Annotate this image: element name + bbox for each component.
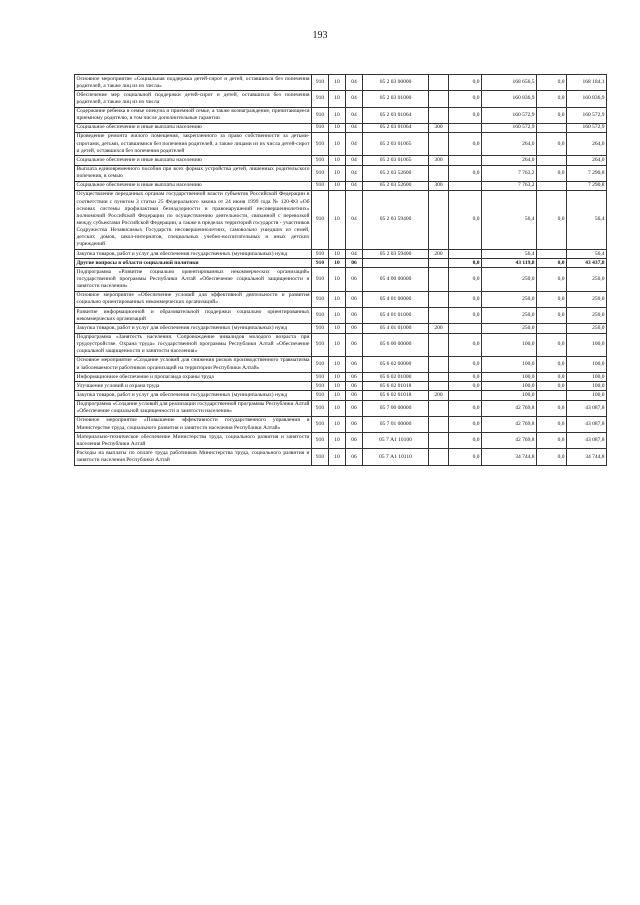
table-row: [75, 165, 607, 181]
amount-cell-2: 100,0: [482, 373, 537, 382]
expense-name-cell: Подпрограмма «Занятость населения. Сопровождение инвалидов молодого возраста при трудоустройстве. Охрана труда» государственной программы Республики Алтай «Обеспечение социальной защищенности и занятости населения»: [75, 333, 312, 356]
amount-cell-3: 0,0: [537, 333, 567, 356]
expense-type-cell: [429, 449, 449, 465]
amount-cell-3: 0,0: [537, 356, 567, 372]
amount-cell-2: 56,4: [482, 250, 537, 259]
budget-table: [74, 74, 607, 466]
section-code-cell: 10: [329, 268, 346, 291]
expense-type-cell: [429, 382, 449, 391]
section-code-cell: 10: [329, 165, 346, 181]
amount-cell-4: 168 184,1: [567, 75, 607, 91]
section-code-cell: 10: [329, 391, 346, 400]
admin-code-cell: 910: [312, 391, 329, 400]
amount-cell-3: 0,0: [537, 190, 567, 249]
expense-name-cell: Социальное обеспечение и иные выплаты населению: [75, 181, 312, 190]
table-row: [75, 259, 607, 268]
admin-code-cell: 910: [312, 190, 329, 249]
target-article-cell: 05 6 02 01018: [363, 391, 429, 400]
expense-type-cell: 200: [429, 250, 449, 259]
amount-cell-2: 264,0: [482, 132, 537, 155]
expense-type-cell: [429, 268, 449, 291]
amount-cell-2: 250,0: [482, 268, 537, 291]
target-article-cell: 05 4 01 01000: [363, 308, 429, 324]
admin-code-cell: 910: [312, 373, 329, 382]
amount-cell-3: [537, 391, 567, 400]
amount-cell-1: 0,0: [449, 416, 482, 432]
amount-cell-4: 7 290,8: [567, 165, 607, 181]
amount-cell-3: 0,0: [537, 382, 567, 391]
expense-name-cell: Проведение ремонта жилого помещения, закрепленного за право собственности за детьми-сиротами, детьми, оставшимися без попечения родителей, а также лицами из их числа детей-сирот и детей, оставшихся без попечения родителей: [75, 132, 312, 155]
amount-cell-4: 43 087,8: [567, 416, 607, 432]
subsection-code-cell: 06: [346, 373, 363, 382]
amount-cell-1: 0,0: [449, 308, 482, 324]
subsection-code-cell: 04: [346, 250, 363, 259]
subsection-code-cell: 04: [346, 123, 363, 132]
amount-cell-1: 0,0: [449, 449, 482, 465]
expense-type-cell: [429, 400, 449, 416]
expense-name-cell: Закупка товаров, работ и услуг для обеспечения государственных (муниципальных) нужд: [75, 250, 312, 259]
expense-name-cell: Социальное обеспечение и иные выплаты населению: [75, 156, 312, 165]
table-row: [75, 356, 607, 372]
table-row: [75, 308, 607, 324]
amount-cell-4: 250,0: [567, 324, 607, 333]
expense-name-cell: Социальное обеспечение и иные выплаты населению: [75, 123, 312, 132]
amount-cell-3: 0,0: [537, 165, 567, 181]
section-code-cell: 10: [329, 250, 346, 259]
table-row: [75, 190, 607, 249]
amount-cell-2: 250,0: [482, 291, 537, 307]
expense-name-cell: Расходы на выплаты по оплате труда работников Министерства труда, социального развития и занятости населения Республики Алтай: [75, 449, 312, 465]
amount-cell-3: [537, 181, 567, 190]
amount-cell-3: 0,0: [537, 291, 567, 307]
expense-name-cell: Улучшение условий и охрана труда: [75, 382, 312, 391]
expense-name-cell: Основное мероприятие «Социальная поддержка детей-сирот и детей, оставшихся без попечения родителей, а также лиц из их числа»: [75, 75, 312, 91]
amount-cell-2: 100,0: [482, 356, 537, 372]
amount-cell-1: 0,0: [449, 373, 482, 382]
target-article-cell: 05 6 02 01000: [363, 373, 429, 382]
amount-cell-2: 160 836,9: [482, 91, 537, 107]
admin-code-cell: 910: [312, 250, 329, 259]
amount-cell-1: [449, 123, 482, 132]
expense-type-cell: [429, 165, 449, 181]
section-code-cell: 10: [329, 382, 346, 391]
amount-cell-2: 100,0: [482, 333, 537, 356]
amount-cell-1: 0,0: [449, 291, 482, 307]
amount-cell-4: 56,4: [567, 250, 607, 259]
expense-type-cell: [429, 91, 449, 107]
table-row: [75, 123, 607, 132]
section-code-cell: 10: [329, 190, 346, 249]
amount-cell-1: 0,0: [449, 107, 482, 123]
table-row: [75, 75, 607, 91]
table-row: [75, 181, 607, 190]
amount-cell-2: 160 572,9: [482, 123, 537, 132]
amount-cell-1: 0,0: [449, 132, 482, 155]
amount-cell-3: 0,0: [537, 107, 567, 123]
subsection-code-cell: 06: [346, 400, 363, 416]
expense-type-cell: [429, 433, 449, 449]
target-article-cell: 05 2 03 01064: [363, 123, 429, 132]
subsection-code-cell: 04: [346, 165, 363, 181]
amount-cell-2: 7 763,2: [482, 165, 537, 181]
amount-cell-4: 100,0: [567, 356, 607, 372]
expense-name-cell: Обеспечение мер социальной поддержки детей-сирот и детей, оставшихся без попечения родителей, а также лиц из их числа: [75, 91, 312, 107]
section-code-cell: 10: [329, 333, 346, 356]
amount-cell-3: 0,0: [537, 400, 567, 416]
section-code-cell: 10: [329, 291, 346, 307]
expense-name-cell: Выплата единовременного пособия при всех формах устройства детей, лишенных родительского попечения, в семью: [75, 165, 312, 181]
target-article-cell: 05 2 03 00000: [363, 75, 429, 91]
amount-cell-4: 43 087,8: [567, 400, 607, 416]
subsection-code-cell: 06: [346, 416, 363, 432]
amount-cell-4: 100,0: [567, 373, 607, 382]
section-code-cell: 10: [329, 416, 346, 432]
table-row: [75, 400, 607, 416]
subsection-code-cell: 06: [346, 308, 363, 324]
subsection-code-cell: 06: [346, 291, 363, 307]
expense-type-cell: [429, 356, 449, 372]
amount-cell-1: 0,0: [449, 333, 482, 356]
target-article-cell: 05 4 01 00000: [363, 291, 429, 307]
expense-type-cell: [429, 373, 449, 382]
expense-name-cell: Основное мероприятие «Повышение эффективности государственного управления в Министерстве труда, социального развития и занятости населения Республики Алтай»: [75, 416, 312, 432]
table-row: [75, 382, 607, 391]
admin-code-cell: 910: [312, 75, 329, 91]
subsection-code-cell: 04: [346, 75, 363, 91]
table-row: [75, 132, 607, 155]
amount-cell-1: 0,0: [449, 91, 482, 107]
section-code-cell: 10: [329, 181, 346, 190]
amount-cell-2: 42 769,8: [482, 416, 537, 432]
amount-cell-2: 264,0: [482, 156, 537, 165]
section-code-cell: 10: [329, 91, 346, 107]
target-article-cell: 05 7 А1 10110: [363, 449, 429, 465]
target-article-cell: 05 2 03 59400: [363, 250, 429, 259]
expense-type-cell: [429, 107, 449, 123]
subsection-code-cell: 04: [346, 181, 363, 190]
expense-type-cell: [429, 132, 449, 155]
target-article-cell: 05 2 03 01065: [363, 156, 429, 165]
table-row: [75, 324, 607, 333]
amount-cell-3: 0,0: [537, 75, 567, 91]
expense-type-cell: 300: [429, 123, 449, 132]
target-article-cell: 05 4 01 01000: [363, 324, 429, 333]
expense-name-cell: Основное мероприятие «Создание условий для снижения рисков производственного травматизма и заболеваемости работников организаций на территории Республики Алтай»: [75, 356, 312, 372]
target-article-cell: 05 7 00 00000: [363, 400, 429, 416]
section-code-cell: 10: [329, 308, 346, 324]
expense-name-cell: Основное мероприятие «Обеспечение условий для эффективной деятельности и развития социально ориентированных некоммерческих организаций»: [75, 291, 312, 307]
amount-cell-4: 100,0: [567, 391, 607, 400]
subsection-code-cell: 06: [346, 382, 363, 391]
expense-type-cell: 200: [429, 324, 449, 333]
amount-cell-1: [449, 181, 482, 190]
admin-code-cell: 910: [312, 356, 329, 372]
admin-code-cell: 910: [312, 107, 329, 123]
section-code-cell: 10: [329, 75, 346, 91]
amount-cell-4: 100,0: [567, 382, 607, 391]
subsection-code-cell: 04: [346, 190, 363, 249]
amount-cell-1: [449, 250, 482, 259]
section-code-cell: 10: [329, 373, 346, 382]
amount-cell-2: 42 769,8: [482, 433, 537, 449]
target-article-cell: [363, 259, 429, 268]
amount-cell-1: [449, 391, 482, 400]
expense-type-cell: [429, 75, 449, 91]
amount-cell-1: [449, 324, 482, 333]
amount-cell-3: 0,0: [537, 449, 567, 465]
subsection-code-cell: 06: [346, 433, 363, 449]
amount-cell-3: [537, 156, 567, 165]
amount-cell-4: 264,0: [567, 132, 607, 155]
expense-name-cell: Закупка товаров, работ и услуг для обеспечения государственных (муниципальных) нужд: [75, 391, 312, 400]
amount-cell-1: 0,0: [449, 356, 482, 372]
section-code-cell: 10: [329, 356, 346, 372]
section-code-cell: 10: [329, 107, 346, 123]
amount-cell-3: [537, 324, 567, 333]
amount-cell-4: 7 290,8: [567, 181, 607, 190]
subsection-code-cell: 04: [346, 132, 363, 155]
expense-name-cell: Подпрограмма «Развитие социально ориентированных некоммерческих организаций» государственной программы Республики Алтай «Обеспечение социальной защищенности и занятости населения»: [75, 268, 312, 291]
subsection-code-cell: 04: [346, 107, 363, 123]
subsection-code-cell: 06: [346, 268, 363, 291]
target-article-cell: 05 4 00 00000: [363, 268, 429, 291]
amount-cell-1: [449, 156, 482, 165]
subsection-code-cell: 06: [346, 391, 363, 400]
amount-cell-3: 0,0: [537, 91, 567, 107]
table-row: [75, 391, 607, 400]
table-row: [75, 449, 607, 465]
admin-code-cell: 910: [312, 416, 329, 432]
expense-type-cell: 300: [429, 181, 449, 190]
amount-cell-4: 56,4: [567, 190, 607, 249]
amount-cell-2: 250,0: [482, 308, 537, 324]
section-code-cell: 10: [329, 433, 346, 449]
amount-cell-4: 264,0: [567, 156, 607, 165]
admin-code-cell: 910: [312, 165, 329, 181]
amount-cell-2: 7 763,2: [482, 181, 537, 190]
section-code-cell: 10: [329, 132, 346, 155]
amount-cell-4: 160 836,9: [567, 91, 607, 107]
table-row: [75, 373, 607, 382]
amount-cell-3: [537, 250, 567, 259]
page-number: 193: [312, 30, 328, 41]
amount-cell-3: 0,0: [537, 132, 567, 155]
expense-name-cell: Другие вопросы в области социальной политики: [75, 259, 312, 268]
table-row: [75, 268, 607, 291]
amount-cell-1: 0,0: [449, 268, 482, 291]
expense-type-cell: [429, 416, 449, 432]
section-code-cell: 10: [329, 449, 346, 465]
expense-name-cell: Материально-техническое обеспечение Министерства труда, социального развития и занятости населения Республики Алтай: [75, 433, 312, 449]
amount-cell-3: 0,0: [537, 308, 567, 324]
section-code-cell: 10: [329, 123, 346, 132]
admin-code-cell: 910: [312, 449, 329, 465]
admin-code-cell: 910: [312, 308, 329, 324]
admin-code-cell: 910: [312, 324, 329, 333]
target-article-cell: 05 6 02 01018: [363, 382, 429, 391]
expense-type-cell: [429, 259, 449, 268]
expense-type-cell: [429, 190, 449, 249]
admin-code-cell: 910: [312, 291, 329, 307]
section-code-cell: 10: [329, 324, 346, 333]
table-row: [75, 333, 607, 356]
amount-cell-4: 250,0: [567, 291, 607, 307]
amount-cell-3: 0,0: [537, 433, 567, 449]
expense-type-cell: 200: [429, 391, 449, 400]
amount-cell-3: 0,0: [537, 416, 567, 432]
amount-cell-4: 100,0: [567, 333, 607, 356]
section-code-cell: 10: [329, 400, 346, 416]
target-article-cell: 05 2 03 01064: [363, 107, 429, 123]
table-row: [75, 416, 607, 432]
amount-cell-2: 42 769,8: [482, 400, 537, 416]
table-row: [75, 107, 607, 123]
amount-cell-1: 0,0: [449, 165, 482, 181]
admin-code-cell: 910: [312, 132, 329, 155]
expense-name-cell: Подпрограмма «Создание условий для реализации государственной программы Республики Алтай «Обеспечение социальной защищенности и занятости населения»: [75, 400, 312, 416]
target-article-cell: 05 7 А1 10100: [363, 433, 429, 449]
amount-cell-3: [537, 123, 567, 132]
subsection-code-cell: 06: [346, 356, 363, 372]
amount-cell-2: 56,4: [482, 190, 537, 249]
amount-cell-2: 34 744,8: [482, 449, 537, 465]
section-code-cell: 10: [329, 259, 346, 268]
table-row: [75, 250, 607, 259]
subsection-code-cell: 06: [346, 259, 363, 268]
admin-code-cell: 910: [312, 333, 329, 356]
table-row: [75, 433, 607, 449]
amount-cell-3: 0,0: [537, 268, 567, 291]
expense-type-cell: 300: [429, 156, 449, 165]
expense-type-cell: [429, 333, 449, 356]
admin-code-cell: 910: [312, 156, 329, 165]
amount-cell-3: 0,0: [537, 259, 567, 268]
expense-name-cell: Развитие информационной и образовательной поддержки социально ориентированных некоммерческих организаций: [75, 308, 312, 324]
admin-code-cell: 910: [312, 181, 329, 190]
admin-code-cell: 910: [312, 400, 329, 416]
table-row: [75, 291, 607, 307]
expense-name-cell: Содержание ребенка в семье опекуна и приемной семье, а также вознаграждение, причитающееся приемному родителю, в том числе дополнительные гарантии: [75, 107, 312, 123]
amount-cell-1: 0,0: [449, 400, 482, 416]
target-article-cell: 05 2 03 01000: [363, 91, 429, 107]
admin-code-cell: 910: [312, 123, 329, 132]
amount-cell-4: 43 087,8: [567, 433, 607, 449]
amount-cell-4: 160 572,9: [567, 107, 607, 123]
target-article-cell: 05 2 03 01065: [363, 132, 429, 155]
amount-cell-4: 250,0: [567, 308, 607, 324]
amount-cell-2: 43 119,8: [482, 259, 537, 268]
target-article-cell: 05 6 02 00000: [363, 356, 429, 372]
amount-cell-3: 0,0: [537, 373, 567, 382]
amount-cell-2: 168 656,5: [482, 75, 537, 91]
subsection-code-cell: 06: [346, 324, 363, 333]
amount-cell-2: 160 572,9: [482, 107, 537, 123]
admin-code-cell: 910: [312, 91, 329, 107]
expense-name-cell: Закупка товаров, работ и услуг для обеспечения государственных (муниципальных) нужд: [75, 324, 312, 333]
table-row: [75, 156, 607, 165]
target-article-cell: 05 6 00 00000: [363, 333, 429, 356]
expense-type-cell: [429, 308, 449, 324]
amount-cell-1: 0,0: [449, 190, 482, 249]
subsection-code-cell: 06: [346, 449, 363, 465]
expense-type-cell: [429, 291, 449, 307]
amount-cell-4: 160 572,9: [567, 123, 607, 132]
target-article-cell: 05 2 03 52600: [363, 181, 429, 190]
amount-cell-4: 34 744,8: [567, 449, 607, 465]
amount-cell-2: 100,0: [482, 391, 537, 400]
amount-cell-1: 0,0: [449, 382, 482, 391]
amount-cell-4: 43 437,8: [567, 259, 607, 268]
amount-cell-2: 250,0: [482, 324, 537, 333]
amount-cell-1: 0,0: [449, 433, 482, 449]
subsection-code-cell: 06: [346, 333, 363, 356]
amount-cell-2: 100,0: [482, 382, 537, 391]
admin-code-cell: 910: [312, 259, 329, 268]
table-body: [75, 75, 607, 466]
subsection-code-cell: 04: [346, 91, 363, 107]
admin-code-cell: 910: [312, 433, 329, 449]
table-row: [75, 91, 607, 107]
amount-cell-4: 250,0: [567, 268, 607, 291]
amount-cell-1: 0,0: [449, 75, 482, 91]
expense-name-cell: Осуществление переданных органам государственной власти субъектов Российской Федерации в соответствии с пунктом 3 статьи 25 Федерального закона от 24 июня 1999 года № 120-ФЗ «Об основах системы профилактики безнадзорности и правонарушений несовершеннолетних» полномочий Российской Федерации по осуществлению деятельности, связанной с перевозкой между субъектами Российской Федерации, а также в пределах территорий государств - участников Содружества Независимых Государств несовершеннолетних, самовольно ушедших из семей, детских домов, школ-интернатов, специальных учебно-воспитательных и иных детских учреждений: [75, 190, 312, 249]
subsection-code-cell: 04: [346, 156, 363, 165]
admin-code-cell: 910: [312, 382, 329, 391]
target-article-cell: 05 7 01 00000: [363, 416, 429, 432]
admin-code-cell: 910: [312, 268, 329, 291]
target-article-cell: 05 2 03 59400: [363, 190, 429, 249]
expense-name-cell: Информационное обеспечение и пропаганда охраны труда: [75, 373, 312, 382]
section-code-cell: 10: [329, 156, 346, 165]
amount-cell-1: 0,0: [449, 259, 482, 268]
target-article-cell: 05 2 03 52600: [363, 165, 429, 181]
